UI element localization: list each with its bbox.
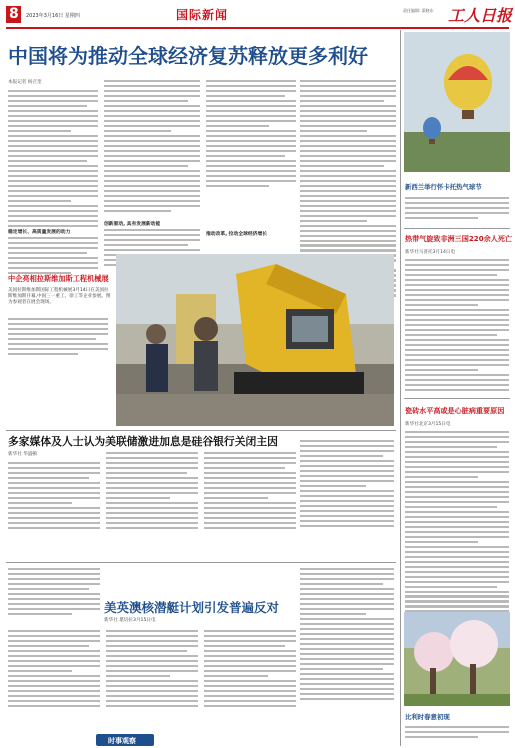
bottom-top-rule (6, 562, 396, 563)
editor-line: 责任编辑: 梁晓东 (403, 8, 434, 13)
newspaper-logo: 工人日报 (448, 6, 513, 25)
cyclone-headline: 热带气旋致非洲三国220余人死亡 (405, 234, 513, 243)
middle-headline: 多家媒体及人士认为美联储激进加息是硅谷银行关闭主因 (8, 435, 278, 448)
bottom-left-col (8, 568, 100, 615)
sidebar-divider (400, 30, 401, 746)
bottom-article-col-3 (204, 630, 296, 707)
bottom-article-col-4 (300, 568, 394, 700)
main-article-col-2 (104, 80, 200, 212)
main-headline: 中国将为推动全球经济复苏释放更多利好 (8, 44, 368, 68)
middle-article-col-2 (106, 452, 198, 529)
main-article-col-1 (8, 90, 98, 227)
middle-top-rule (6, 430, 396, 431)
main-article-col-3 (206, 80, 296, 187)
section-title: 国际新闻 (176, 8, 229, 22)
sidebar-rule-1 (404, 228, 510, 229)
health-headline: 瓷砖水平高或是心脏病重要原因 (405, 406, 505, 415)
middle-article-col-4 (300, 440, 394, 527)
bottom-headline: 美英澳核潜艇计划引发普遍反对 (104, 600, 280, 615)
cyclone-dateline: 新华社马普托3月14日电 (405, 250, 456, 255)
bottom-article-col-1 (8, 630, 100, 707)
spring-caption: 比利时春意初现 (405, 713, 450, 721)
middle-dateline: 新华社 华盛顿 (8, 452, 38, 457)
health-article (405, 431, 509, 623)
sidebar-rule-2 (404, 398, 510, 399)
main-article-col-1b (8, 237, 98, 274)
main-byline: 本报记者 杨召奎 (8, 80, 42, 85)
photo-caption-extra (8, 318, 108, 355)
balloon-caption-body (405, 197, 509, 219)
balloon-photo (404, 32, 510, 172)
spring-photo (404, 612, 510, 706)
cyclone-article (405, 259, 509, 391)
health-dateline: 新华社北京3月15日电 (405, 422, 451, 427)
bottom-article-col-2 (106, 630, 198, 707)
bottom-dateline: 新华社 堪培拉3月15日电 (104, 618, 156, 623)
main-subhead-1: 稳定增长、高质量发展的动力 (8, 230, 71, 235)
middle-article-col-3 (204, 452, 296, 529)
spring-caption-body (405, 726, 509, 738)
balloon-caption: 新西兰举行怀卡托热气球节 (405, 183, 482, 191)
photo-caption-title: 中企亮相拉斯维加斯工程机械展 (8, 274, 109, 283)
masthead-rule (6, 27, 509, 29)
excavator-photo (116, 254, 394, 426)
issue-date: 2023年3月16日 星期四 (26, 13, 80, 19)
main-subhead-2: 创新驱动, 具有发展新动能 (104, 222, 161, 227)
middle-article-col-1 (8, 462, 100, 529)
footer-brand: 时事观察 (108, 737, 136, 745)
main-subhead-3: 推动改革, 拉动全球经济增长 (206, 232, 268, 237)
page-number: 8 (9, 6, 19, 22)
photo-caption-body: 美国拉斯维加斯国际工程机械展3月14日在美国拉斯维加斯开幕,中国三一重工、徐工等企业参展。图为参观者在展会现场。 (8, 288, 111, 305)
